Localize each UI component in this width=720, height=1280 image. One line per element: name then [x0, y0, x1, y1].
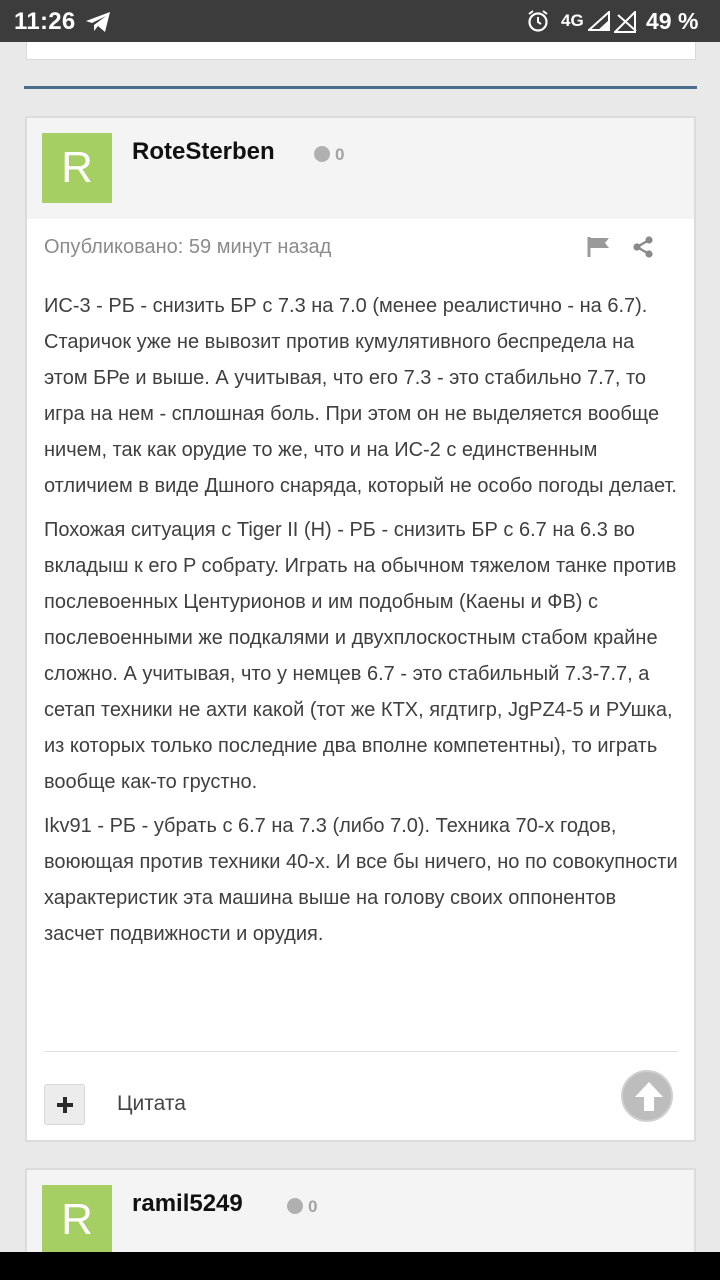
- post-header: [27, 1170, 694, 1252]
- post-card: [25, 1168, 696, 1252]
- username-link[interactable]: ramil5249: [132, 1190, 243, 1217]
- status-bar: [0, 0, 720, 42]
- reputation-count: 0: [308, 1197, 318, 1216]
- network-type: 4G: [561, 11, 584, 30]
- post-paragraph: Ikv91 - РБ - убрать с 6.7 на 7.3 (либо 7.0). Техника 70-х годов, воюющая против техники 40-х. И все бы ничего, но по совокупности характеристик эта машина выше на голову своих оппонентов засчет подвижности и орудия.: [44, 815, 678, 945]
- post-paragraph: ИС-3 - РБ - снизить БР с 7.3 на 7.0 (менее реалистично - на 6.7). Старичок уже не вывозит против кумулятивного беспредела на этом БРе и выше. А учитывая, что его 7.3 - это стабильно 7.7, то игра на нем - сплошная боль. При этом он не выделяется вообще ничем, так как орудие то же, что и на ИС-2 с единственным отличием в виде Дшного снаряда, который не особо погоды делает.: [44, 295, 677, 497]
- post-header: [27, 118, 694, 219]
- battery-level: 49 %: [646, 8, 699, 34]
- post-date: Опубликовано: 59 минут назад: [44, 236, 332, 258]
- post-card: [25, 116, 696, 1142]
- share-icon[interactable]: [631, 235, 655, 259]
- reputation-badge: [314, 145, 344, 165]
- quote-button[interactable]: Цитата: [117, 1092, 186, 1115]
- signal-no-data-icon: [614, 11, 638, 33]
- footer-divider: [44, 1051, 678, 1052]
- telegram-icon: [84, 10, 112, 34]
- topic-page: [0, 42, 720, 1252]
- post-paragraph: Похожая ситуация с Tiger II (H) - РБ - снизить БР с 6.7 на 6.3 во вкладыш к его P собрату. Играть на обычном тяжелом танке против послевоенных Центурионов и им подобным (Каены и ФВ) с послевоенными же подкалями и двухплоскостным стабом крайне сложно. А учитывая, что у немцев 6.7 - это стабильный 7.3-7.7, а сетап техники не ахти какой (тот же КТХ, ягдтигр, JgPZ4-5 и РУшка, из которых только последние два вполне компетентны), то играть вообще как-то грустно.: [44, 519, 677, 793]
- previous-post-card: [26, 42, 696, 60]
- system-navigation-bar: [0, 1252, 720, 1280]
- alarm-icon: [526, 9, 550, 33]
- report-flag-icon[interactable]: [587, 236, 611, 258]
- scroll-to-top-button[interactable]: [621, 1070, 673, 1122]
- username-link[interactable]: RoteSterben: [132, 138, 275, 165]
- multiquote-plus-button[interactable]: [44, 1084, 85, 1125]
- reputation-badge: [287, 1197, 317, 1217]
- post-body: [44, 288, 680, 960]
- post-divider: [24, 86, 697, 89]
- reputation-dot-icon: [314, 146, 330, 162]
- arrow-up-icon: [632, 1080, 666, 1114]
- status-time: 11:26: [14, 8, 76, 35]
- avatar[interactable]: R: [42, 133, 112, 203]
- reputation-count: 0: [335, 145, 345, 164]
- avatar[interactable]: R: [42, 1185, 112, 1252]
- reputation-dot-icon: [287, 1198, 303, 1214]
- signal-icon: [588, 11, 610, 31]
